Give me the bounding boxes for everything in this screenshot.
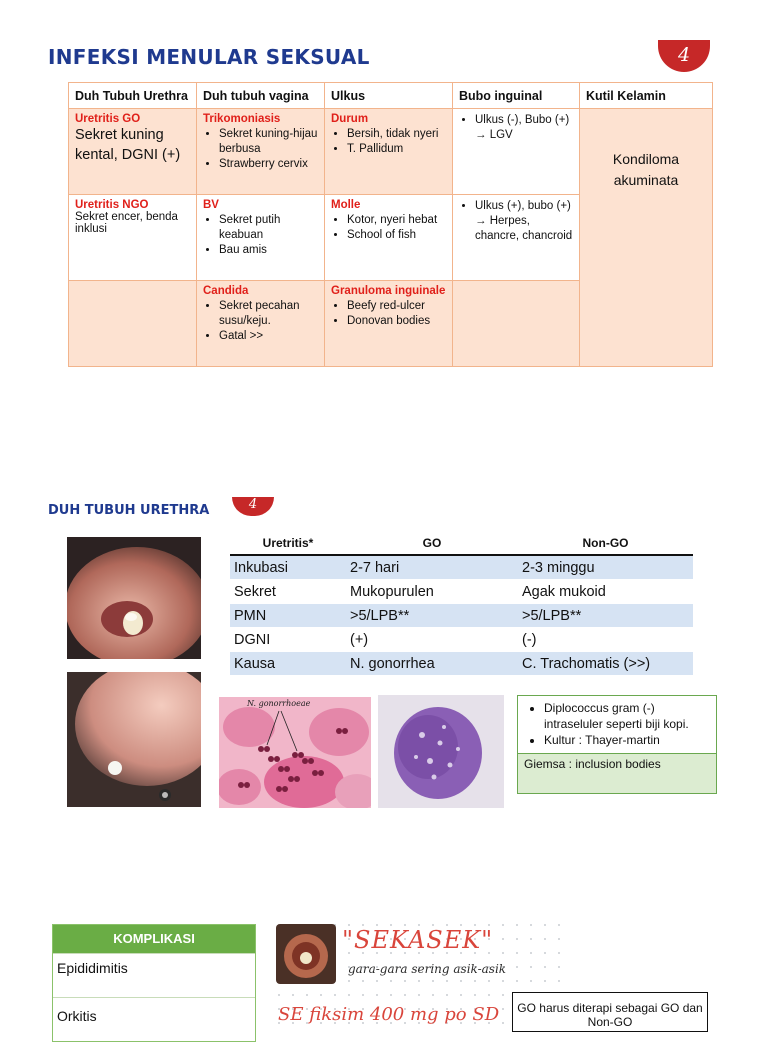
go-value: Mukopurulen [346,580,518,604]
section-title: DUH TUBUH URETHRA [48,503,210,518]
header-cell: Kutil Kelamin [580,83,713,109]
clinical-photo-meatus [67,672,201,807]
disease-name: Molle [331,199,361,211]
page-number-badge: 4 [232,497,274,516]
molle-cell [325,195,453,281]
disease-name: Durum [331,113,369,125]
urethra-ngo-cell [69,195,197,281]
gonorrhea-note-box [517,695,717,794]
row-label: Inkubasi [230,555,346,580]
table-row [230,652,693,676]
giemsa-note: Giemsa : inclusion bodies [518,753,716,793]
notes-photo [276,924,336,984]
trikomoniasis-cell [197,109,325,195]
header-cell: Duh Tubuh Urethra [69,83,197,109]
komplikasi-item: Epididimitis [53,953,255,997]
list-item: • Strawberry cervix [219,157,318,172]
candida-cell [197,281,325,367]
kutil-cell [580,109,713,367]
table-row [230,604,693,628]
disease-desc: Sekret encer, benda inklusi [75,211,178,235]
list-item: • Gatal >> [219,329,318,344]
page-title: INFEKSI MENULAR SEKSUAL [48,45,370,69]
ngo-value: >5/LPB** [518,604,693,628]
disease-name: Uretritis GO [75,113,141,125]
header-cell: Uretritis* [230,532,346,555]
giemsa-micrograph [378,695,504,808]
table-row [230,628,693,652]
bubo-lgv-cell [453,109,580,195]
granuloma-cell [325,281,453,367]
header-cell: Bubo inguinal [453,83,580,109]
handwriting-line2 [278,1004,499,1025]
durum-cell [325,109,453,195]
list-item: • Beefy red-ulcer [347,299,446,314]
empty-cell [453,281,580,367]
disease-name: Uretritis NGO [75,199,149,211]
go-value: (+) [346,628,518,652]
disease-name: Granuloma inguinale [331,285,446,297]
header-cell: Ulkus [325,83,453,109]
disease-name: Candida [203,285,249,297]
list-item: • Kotor, nyeri hebat [347,213,446,228]
ngo-value: Agak mukoid [518,580,693,604]
micrograph-label: N. gonorrhoeae [247,699,311,708]
go-value: N. gonorrhea [346,652,518,676]
empty-cell [69,281,197,367]
header-cell: GO [346,532,518,555]
bv-cell [197,195,325,281]
komplikasi-table [52,924,256,1042]
row-label: Kausa [230,652,346,676]
note-item: • Diplococcus gram (-) intraseluler seperti biji kopi. [544,700,716,732]
komplikasi-item: Orkitis [53,997,255,1041]
go-value: 2-7 hari [346,555,518,580]
kondiloma-text: Kondiloma akuminata [612,150,680,188]
note-item: • Kultur : Thayer-martin [544,732,716,748]
list-item: • Sekret putih keabuan [219,213,318,243]
table-row [230,580,693,604]
disease-name: BV [203,199,219,211]
urethritis-header-row [230,532,693,555]
list-item: • School of fish [347,228,446,243]
header-cell: Non-GO [518,532,693,555]
go-therapy-note: GO harus diterapi sebagai GO dan Non-GO [512,992,708,1032]
row-label: Sekret [230,580,346,604]
gram-stain-micrograph [219,697,371,808]
list-item: • Bersih, tidak nyeri [347,127,446,142]
sti-header-row [69,83,713,109]
handwriting-subtitle: gara-gara sering asik-asik [348,962,507,976]
komplikasi-header: KOMPLIKASI [53,925,255,953]
bubo-herpes-cell [453,195,580,281]
handwriting-title: "SEKASEK" [342,926,494,954]
urethra-go-cell [69,109,197,195]
disease-desc: Sekret kuning kental, DGNI (+) [75,127,181,163]
table-row [69,109,713,195]
table-row [230,555,693,580]
row-label: DGNI [230,628,346,652]
go-value: >5/LPB** [346,604,518,628]
list-item: • Donovan bodies [347,314,446,329]
handwriting-line2-text: SE fiksim 400 mg po SD [278,1004,500,1025]
page-number-badge: 4 [658,40,710,72]
list-item: • Bau amis [219,243,318,258]
urethritis-table [230,532,693,676]
ngo-value: 2-3 minggu [518,555,693,580]
list-item: • Sekret pecahan susu/keju. [219,299,318,329]
list-item: • Sekret kuning-hijau berbusa [219,127,318,157]
sti-table [68,82,713,367]
list-item: • T. Pallidum [347,142,446,157]
disease-name: Trikomoniasis [203,113,281,125]
clinical-photo-discharge [67,537,201,659]
ngo-value: (-) [518,628,693,652]
list-item: • Ulkus (+), bubo (+) → Herpes, chancre, chancroid [475,199,573,244]
row-label: PMN [230,604,346,628]
list-item: • Ulkus (-), Bubo (+) → LGV [475,113,573,143]
ngo-value: C. Trachomatis (>>) [518,652,693,676]
header-cell: Duh tubuh vagina [197,83,325,109]
